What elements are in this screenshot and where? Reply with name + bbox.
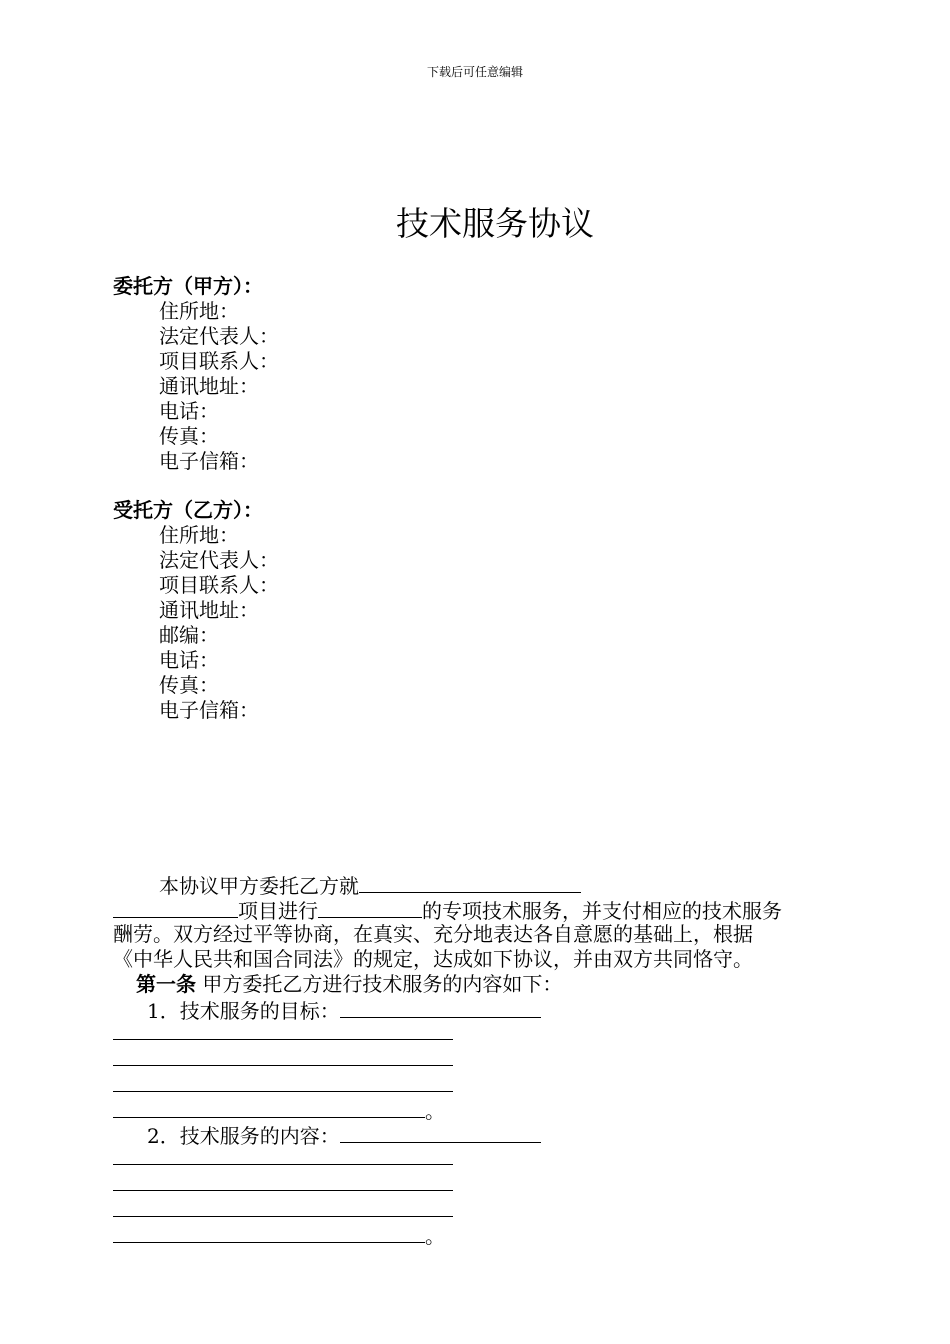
article-1-line [136,972,562,997]
intro-prefix: 本协议甲方委托乙方就 [159,874,359,898]
party-b-postcode: 邮编： [159,623,219,647]
document-title: 技术服务协议 [396,204,594,243]
intro-line-1 [159,872,581,899]
item-1-end-mark: 。 [425,1099,445,1123]
item-2-line [147,1122,541,1149]
party-b-legal-rep: 法定代表人： [159,548,279,572]
item-1-rule-1 [113,1039,453,1040]
intro-line-2 [113,897,782,924]
item-2-final-line [113,1222,445,1249]
party-b-fax: 传真： [159,673,219,697]
item-2-final-blank [113,1222,425,1243]
article-1-text: 甲方委托乙方进行技术服务的内容如下： [196,972,563,996]
item-2-rule-2 [113,1190,453,1191]
header-note: 下载后可任意编辑 [426,65,523,79]
project-name-blank [359,872,581,893]
party-a-address: 住所地： [159,299,239,323]
project-name-blank-cont [113,897,238,918]
item-1-final-blank [113,1097,425,1118]
item-2-rule-3 [113,1216,453,1217]
item-2-blank [340,1122,541,1143]
party-a-phone: 电话： [159,399,219,423]
item-1-blank [340,997,541,1018]
party-a-contact: 项目联系人： [159,349,279,373]
item-1-label: 1．技术服务的目标： [147,999,340,1023]
party-a-mail-address: 通讯地址： [159,374,259,398]
party-b-mail-address: 通讯地址： [159,598,259,622]
intro-line-4: 《中华人民共和国合同法》的规定，达成如下协议，并由双方共同恪守。 [113,947,753,971]
item-1-rule-3 [113,1091,453,1092]
party-a-heading: 委托方（甲方）： [113,274,263,298]
party-b-heading: 受托方（乙方）： [113,498,263,522]
intro-line-3: 酬劳。双方经过平等协商，在真实、充分地表达各自意愿的基础上，根据 [113,922,753,946]
item-1-rule-2 [113,1065,453,1066]
service-type-blank [318,897,422,918]
item-1-line [147,997,541,1024]
party-a-legal-rep: 法定代表人： [159,324,279,348]
item-2-label: 2．技术服务的内容： [147,1124,340,1148]
party-b-email: 电子信箱： [159,698,259,722]
party-a-email: 电子信箱： [159,449,259,473]
party-b-address: 住所地： [159,523,239,547]
party-a-fax: 传真： [159,424,219,448]
intro-service-text: 的专项技术服务，并支付相应的技术服务 [422,899,782,923]
party-b-phone: 电话： [159,648,219,672]
party-b-contact: 项目联系人： [159,573,279,597]
item-1-final-line [113,1097,445,1124]
article-1-label: 第一条 [136,972,196,996]
item-2-rule-1 [113,1164,453,1165]
intro-project-text: 项目进行 [238,899,318,923]
item-2-end-mark: 。 [425,1224,445,1248]
